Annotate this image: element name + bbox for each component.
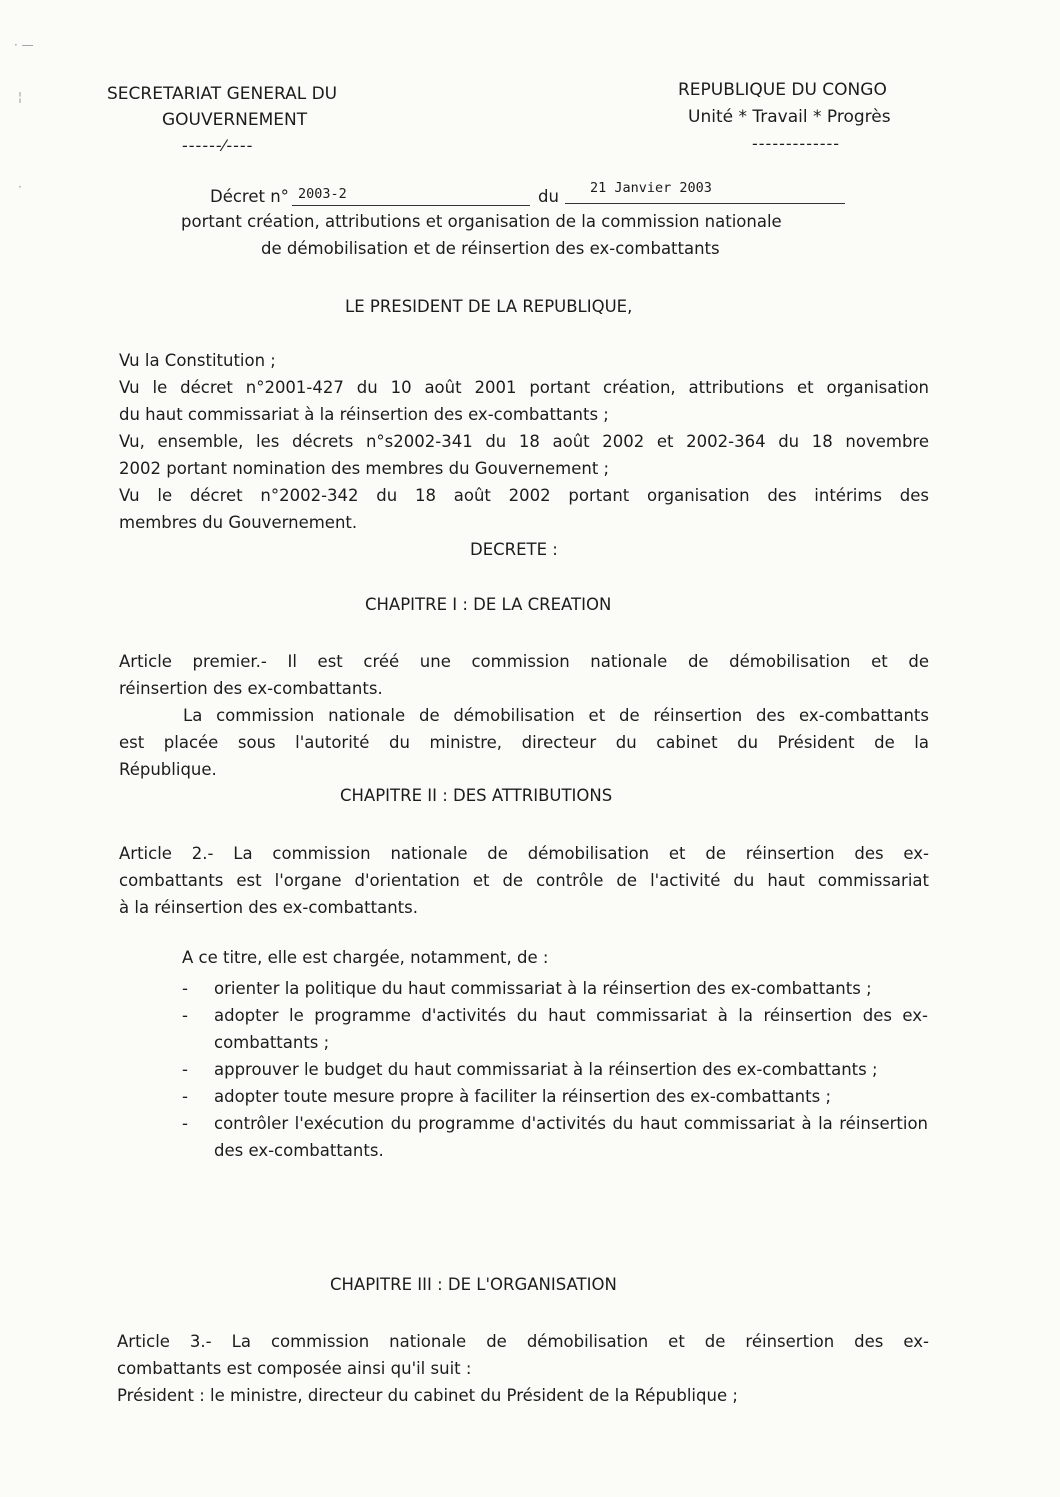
article2-intro: A ce titre, elle est chargée, notamment, de : xyxy=(182,948,549,967)
president-heading: LE PRESIDENT DE LA REPUBLIQUE, xyxy=(345,297,633,316)
decree-number: 2003-2 xyxy=(298,186,347,202)
article2-line: combattants est l'organe d'orientation et de contrôle de l'activité du haut commissariat xyxy=(119,871,929,890)
article2-line: Article 2.- La commission nationale de démobilisation et de réinsertion des ex- xyxy=(119,844,929,863)
visa-line: Vu le décret n°2002-342 du 18 août 2002 portant organisation des intérims des xyxy=(119,486,929,505)
article2-block xyxy=(119,840,929,921)
decree-du-label: du xyxy=(538,187,559,206)
attributions-list xyxy=(180,975,928,1164)
list-item: - adopter toute mesure propre à faciliter la réinsertion des ex-combattants ; xyxy=(180,1083,928,1110)
visa-line: membres du Gouvernement. xyxy=(119,513,358,532)
article3-line: Président : le ministre, directeur du cabinet du Président de la République ; xyxy=(117,1386,738,1405)
header-left-line1: SECRETARIAT GENERAL DU xyxy=(107,84,338,104)
visa-line: Vu la Constitution ; xyxy=(119,351,276,370)
list-item: - adopter le programme d'activités du haut commissariat à la réinsertion des ex-combattants ; xyxy=(180,1002,928,1056)
article1-line: La commission nationale de démobilisation et de réinsertion des ex-combattants xyxy=(183,706,929,725)
article1-line: est placée sous l'autorité du ministre, directeur du cabinet du Président de la xyxy=(119,733,929,752)
decree-label: Décret n° xyxy=(210,187,289,206)
chapter3-heading: CHAPITRE III : DE L'ORGANISATION xyxy=(330,1275,617,1294)
header-right-dash: ------------- xyxy=(752,134,841,153)
header-left-dash: ------⁄---- xyxy=(182,136,254,155)
article1-line: Article premier.- Il est créé une commission nationale de démobilisation et de xyxy=(119,652,929,671)
scan-artifact: ¦ xyxy=(18,90,23,104)
header-right-line1: REPUBLIQUE DU CONGO xyxy=(678,80,887,100)
article1-block xyxy=(119,648,929,783)
visas-block xyxy=(119,347,929,536)
chapter2-heading: CHAPITRE II : DES ATTRIBUTIONS xyxy=(340,786,613,805)
scan-artifact: · — xyxy=(14,38,34,52)
header-right-line2: Unité * Travail * Progrès xyxy=(688,107,891,127)
visa-line: 2002 portant nomination des membres du Gouvernement ; xyxy=(119,459,610,478)
visa-line: Vu, ensemble, les décrets n°s2002-341 du 18 août 2002 et 2002-364 du 18 novembre xyxy=(119,432,929,451)
article1-line: réinsertion des ex-combattants. xyxy=(119,679,383,698)
list-item: - contrôler l'exécution du programme d'activités du haut commissariat à la réinsertion des ex-combattants. xyxy=(180,1110,928,1164)
article2-line: à la réinsertion des ex-combattants. xyxy=(119,898,418,917)
decree-date-line xyxy=(565,203,845,204)
decree-title-line2: de démobilisation et de réinsertion des ex-combattants xyxy=(261,239,720,258)
list-item: - orienter la politique du haut commissariat à la réinsertion des ex-combattants ; xyxy=(180,975,928,1002)
header-left-line2: GOUVERNEMENT xyxy=(162,110,308,130)
visa-line: du haut commissariat à la réinsertion des ex-combattants ; xyxy=(119,405,609,424)
list-item: - approuver le budget du haut commissariat à la réinsertion des ex-combattants ; xyxy=(180,1056,928,1083)
article3-line: Article 3.- La commission nationale de démobilisation et de réinsertion des ex- xyxy=(117,1332,929,1351)
decree-number-line xyxy=(292,205,530,206)
article1-line: République. xyxy=(119,760,217,779)
decrete-heading: DECRETE : xyxy=(470,540,558,559)
scan-artifact: · xyxy=(18,180,22,194)
decree-title-line1: portant création, attributions et organisation de la commission nationale xyxy=(181,212,782,231)
article3-block xyxy=(117,1328,929,1409)
visa-line: Vu le décret n°2001-427 du 10 août 2001 portant création, attributions et organisation xyxy=(119,378,929,397)
decree-date: 21 Janvier 2003 xyxy=(590,180,712,196)
article3-line: combattants est composée ainsi qu'il suit : xyxy=(117,1359,472,1378)
chapter1-heading: CHAPITRE I : DE LA CREATION xyxy=(365,595,612,614)
